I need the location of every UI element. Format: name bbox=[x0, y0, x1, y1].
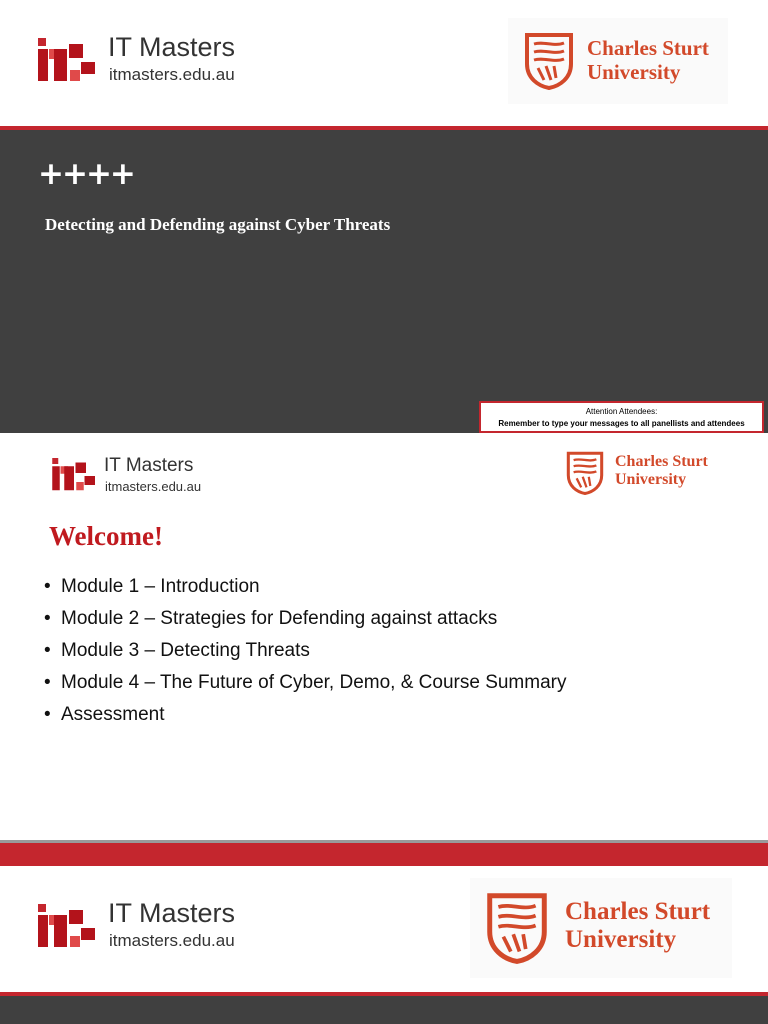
list-item: • Module 4 – The Future of Cyber, Demo, & Course Summary bbox=[44, 670, 566, 702]
csu-name-line2: University bbox=[587, 60, 681, 84]
it-masters-mark-icon bbox=[38, 34, 96, 82]
list-item: • Module 1 – Introduction bbox=[44, 574, 566, 606]
it-masters-mark-icon bbox=[52, 455, 96, 491]
it-masters-url: itmasters.edu.au bbox=[105, 479, 202, 494]
csu-shield-icon bbox=[524, 32, 574, 90]
it-masters-mark-icon bbox=[38, 900, 96, 948]
list-item: • Module 3 – Detecting Threats bbox=[44, 638, 566, 670]
slide-2 bbox=[0, 433, 768, 841]
list-item: • Module 2 – Strategies for Defending against attacks bbox=[44, 606, 566, 638]
slide-1 bbox=[0, 0, 768, 433]
plus-marks: ++++ bbox=[38, 156, 134, 192]
module-list bbox=[44, 574, 566, 734]
it-masters-logo bbox=[52, 455, 222, 495]
slide-subtitle: Detecting and Defending against Cyber Threats bbox=[45, 215, 391, 234]
csu-logo bbox=[470, 878, 732, 978]
title-panel bbox=[0, 996, 768, 1024]
csu-shield-icon bbox=[566, 451, 604, 495]
csu-name-line2: University bbox=[565, 926, 677, 953]
csu-name-line1: Charles Sturt bbox=[587, 36, 709, 60]
list-item: • Assessment bbox=[44, 702, 566, 734]
csu-shield-icon bbox=[486, 892, 548, 964]
it-masters-logo bbox=[38, 900, 258, 956]
it-masters-title: IT Masters bbox=[108, 898, 236, 928]
it-masters-url: itmasters.edu.au bbox=[109, 65, 235, 84]
it-masters-title: IT Masters bbox=[104, 455, 194, 476]
attendee-notice bbox=[479, 401, 764, 433]
csu-logo bbox=[560, 447, 730, 503]
slide-3 bbox=[0, 866, 768, 1024]
csu-name-line1: Charles Sturt bbox=[565, 898, 711, 925]
csu-logo bbox=[508, 18, 728, 104]
csu-name-line1: Charles Sturt bbox=[615, 453, 708, 470]
slide-2-footer-band bbox=[0, 843, 768, 866]
it-masters-title: IT Masters bbox=[108, 32, 236, 62]
it-masters-logo bbox=[38, 34, 258, 90]
csu-name-line2: University bbox=[615, 471, 687, 488]
notice-line1: Attention Attendees: bbox=[585, 407, 658, 416]
welcome-heading: Welcome! bbox=[49, 521, 163, 551]
notice-line2: Remember to type your messages to all panellists and attendees bbox=[498, 419, 745, 428]
it-masters-url: itmasters.edu.au bbox=[109, 931, 235, 950]
